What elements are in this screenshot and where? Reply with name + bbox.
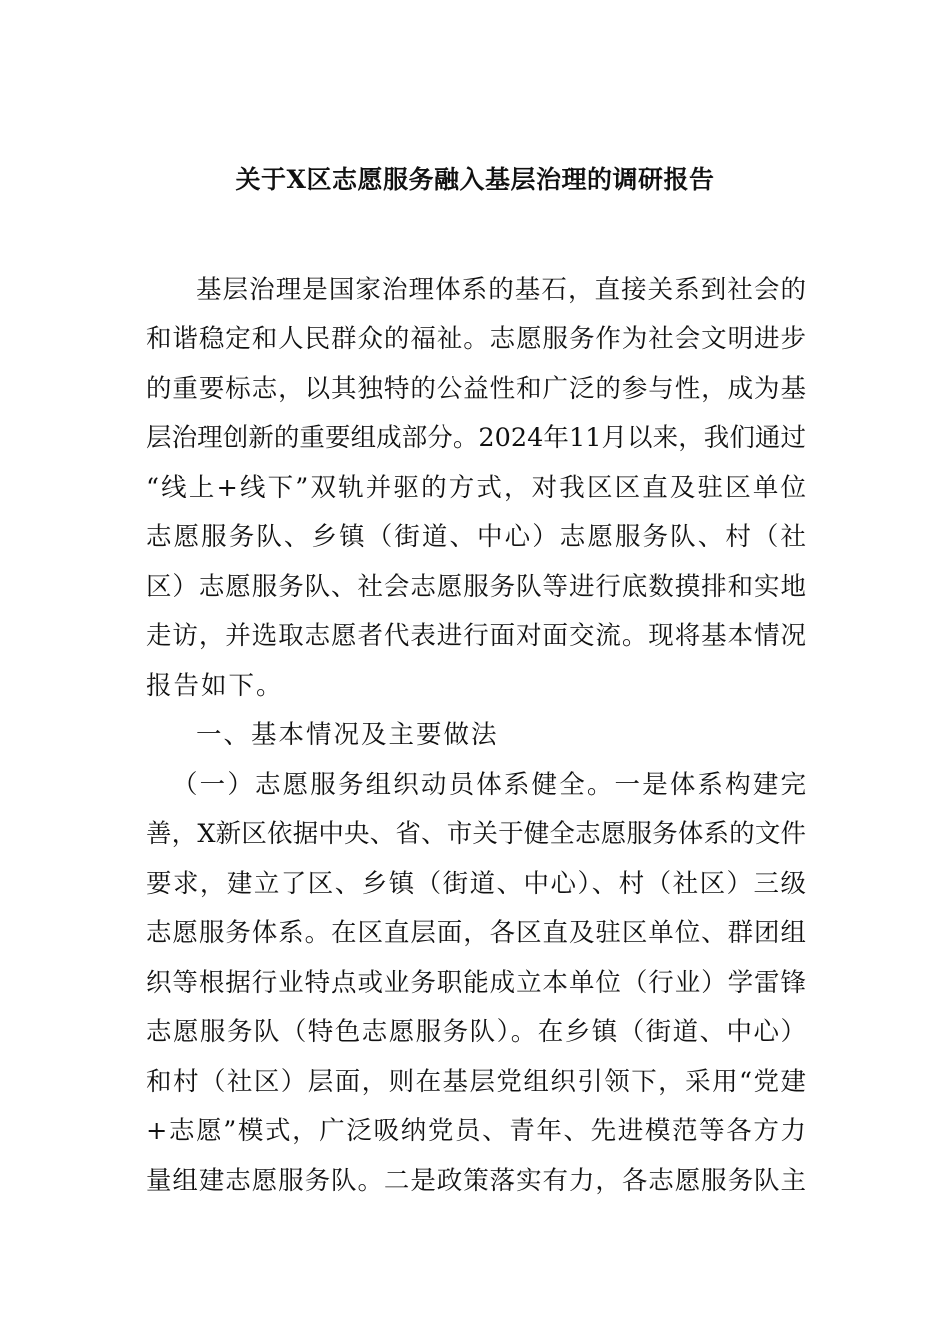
paragraph-line: 走访，并选取志愿者代表进行面对面交流。现将基本情况 (146, 621, 806, 651)
paragraph-line: 的重要标志，以其独特的公益性和广泛的参与性，成为基 (146, 374, 806, 404)
paragraph-line: 志愿服务体系。在区直层面，各区直及驻区单位、群团组 (146, 918, 806, 948)
paragraph-line: 织等根据行业特点或业务职能成立本单位（行业）学雷锋 (146, 968, 806, 998)
paragraph-line: 善，X新区依据中央、省、市关于健全志愿服务体系的文件 (146, 819, 806, 849)
paragraph-line: “线上+线下”双轨并驱的方式，对我区区直及驻区单位 (146, 473, 806, 503)
paragraph-line: 层治理创新的重要组成部分。2024年11月以来，我们通过 (146, 423, 806, 453)
section-heading: 一、基本情况及主要做法 (196, 720, 499, 750)
paragraph-line: 要求，建立了区、乡镇（街道、中心）、村（社区）三级 (146, 869, 806, 899)
paragraph-line: 志愿服务队、乡镇（街道、中心）志愿服务队、村（社 (146, 522, 806, 552)
subsection-heading-line: （一）志愿服务组织动员体系健全。一是体系构建完 (172, 770, 806, 800)
paragraph-line: 区）志愿服务队、社会志愿服务队等进行底数摸排和实地 (146, 572, 806, 602)
paragraph-line: 基层治理是国家治理体系的基石，直接关系到社会的 (196, 275, 806, 305)
paragraph-line: 和谐稳定和人民群众的福祉。志愿服务作为社会文明进步 (146, 324, 806, 354)
paragraph-line: 报告如下。 (146, 671, 284, 701)
paragraph-line: +志愿”模式，广泛吸纳党员、青年、先进模范等各方力 (146, 1116, 806, 1146)
paragraph-line: 和村（社区）层面，则在基层党组织引领下，采用“党建 (146, 1067, 806, 1097)
paragraph-line: 量组建志愿服务队。二是政策落实有力，各志愿服务队主 (146, 1166, 806, 1196)
paragraph-line: 志愿服务队（特色志愿服务队）。在乡镇（街道、中心） (146, 1017, 806, 1047)
document-title: 关于X区志愿服务融入基层治理的调研报告 (235, 165, 715, 194)
